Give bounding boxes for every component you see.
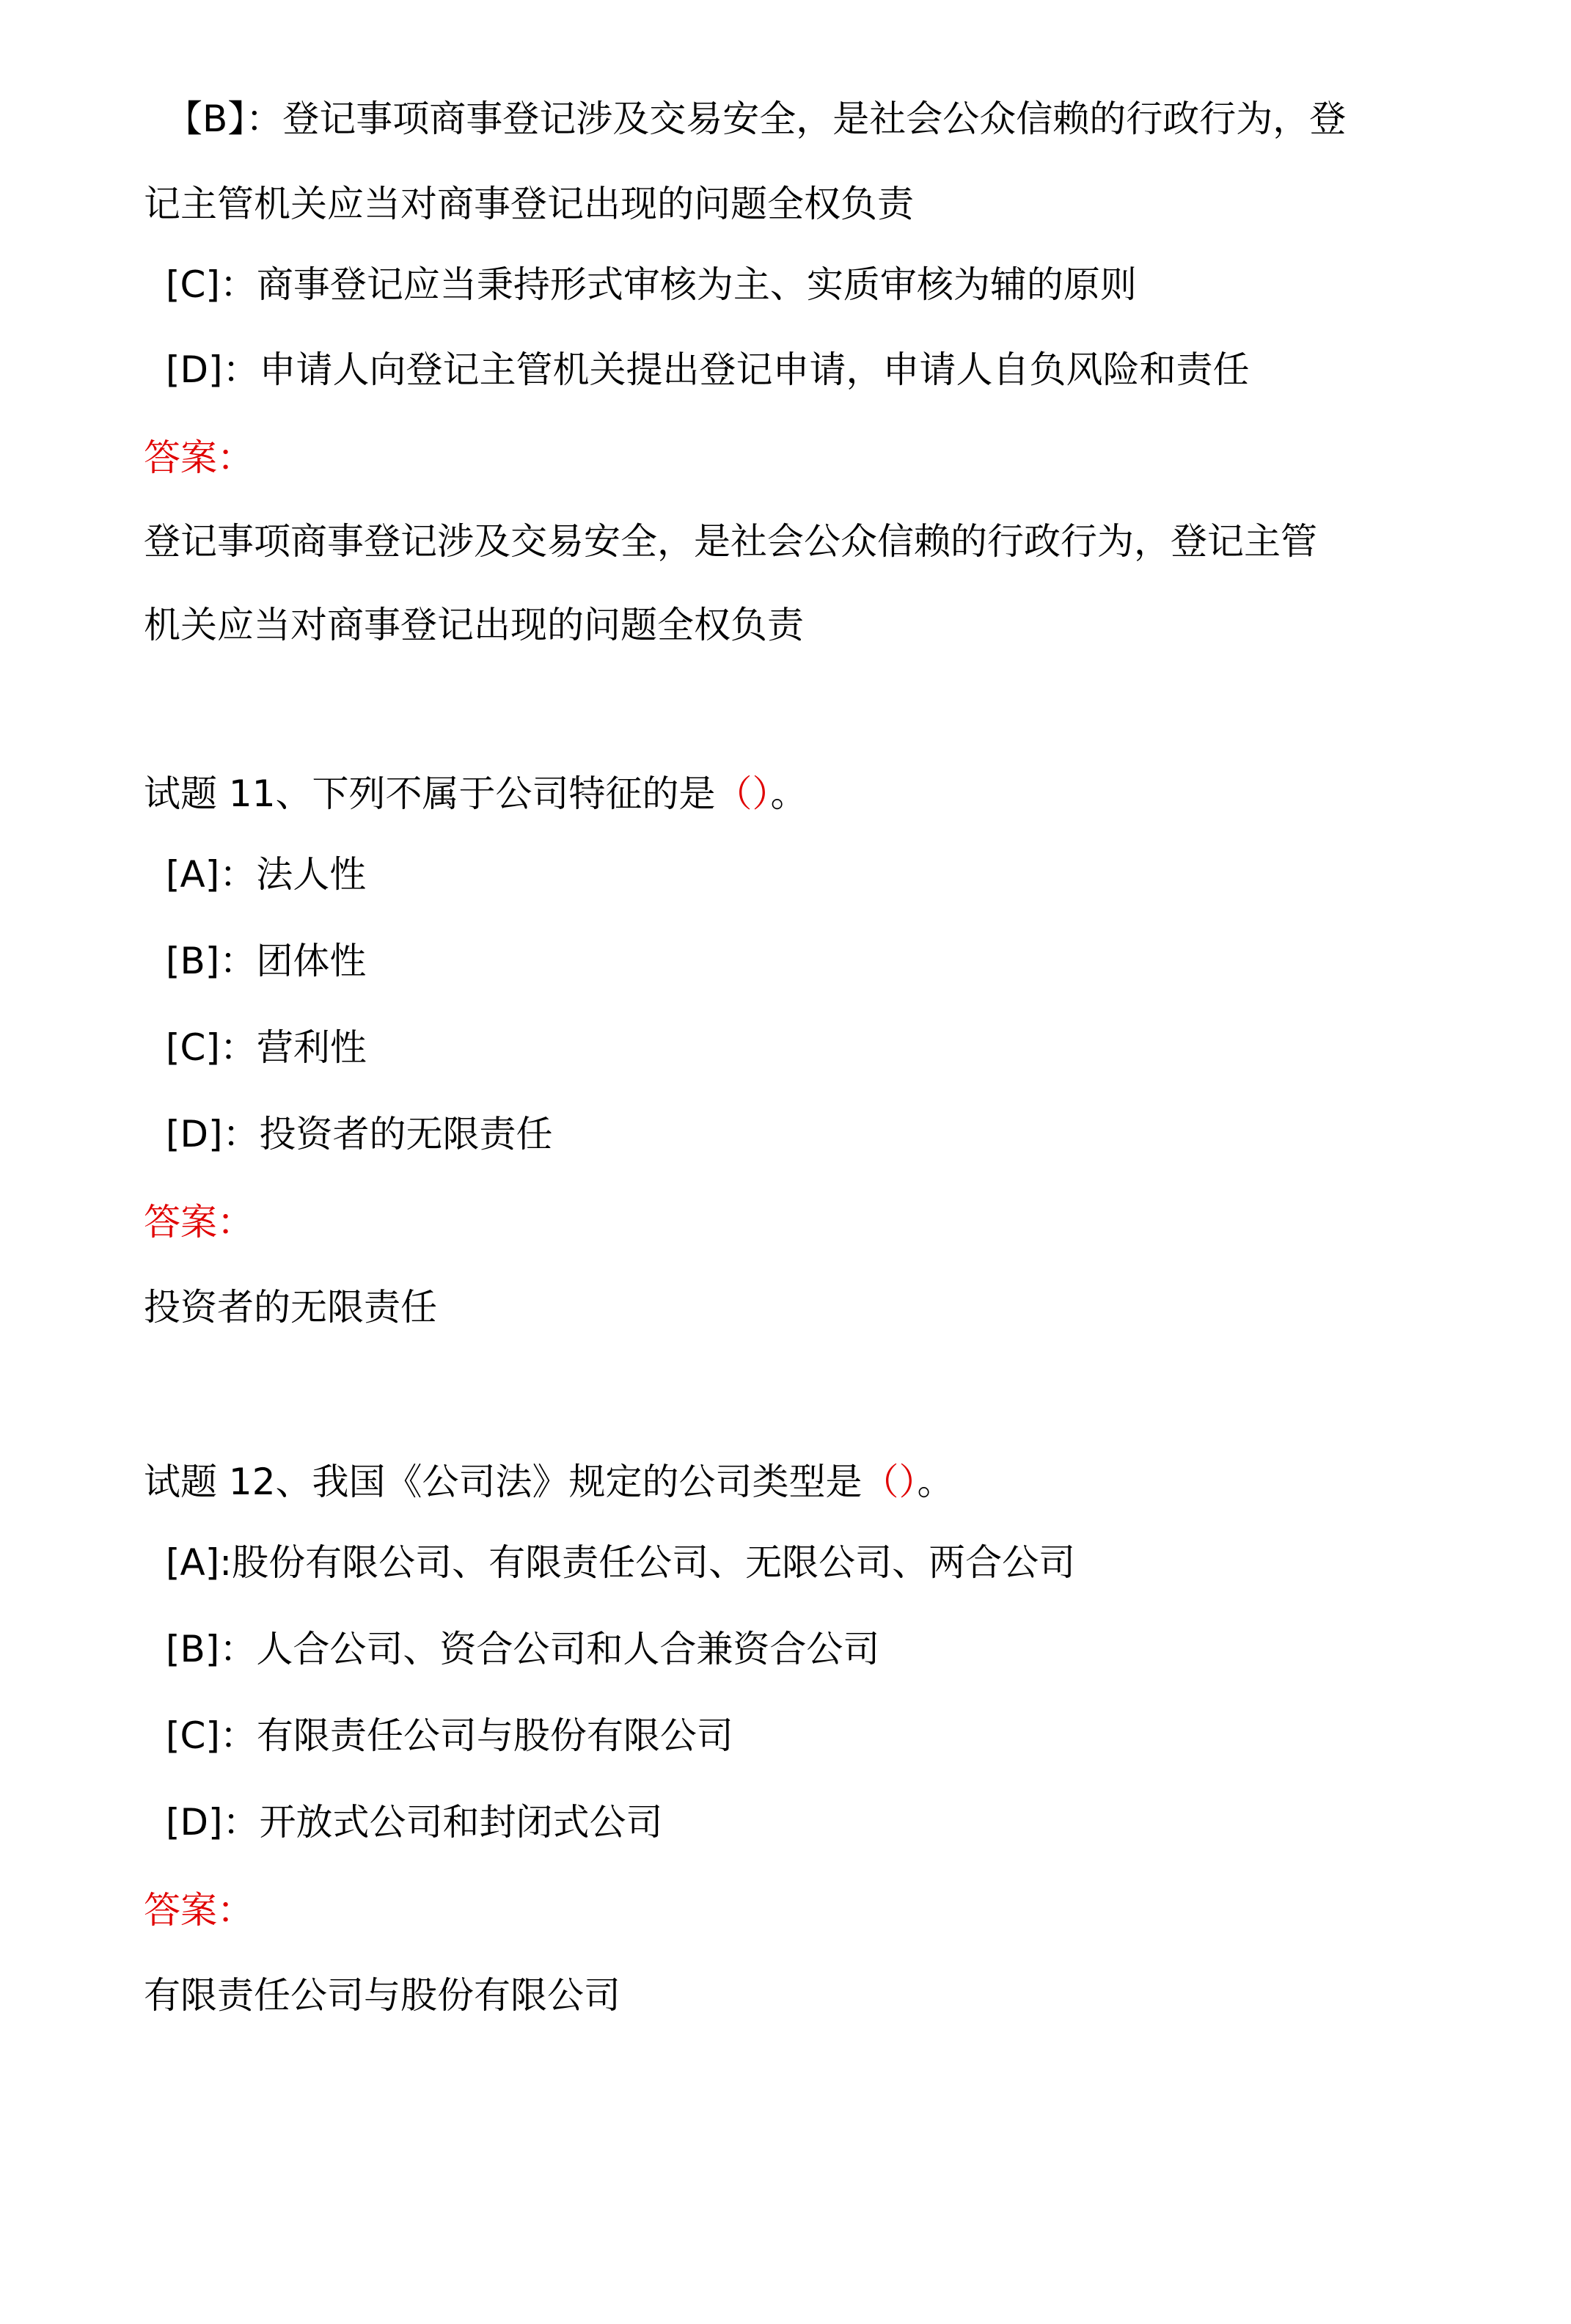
question-12-blank: （） [862, 1461, 918, 1503]
question-12-stem [144, 1460, 954, 1504]
question-11-option-c: [C]：营利性 [166, 1026, 367, 1069]
question-11-stem-text: 试题 11、下列不属于公司特征的是 [144, 772, 716, 815]
question-11-option-b: [B]：团体性 [166, 940, 367, 982]
question-11-option-d: [D]：投资者的无限责任 [166, 1113, 553, 1155]
prev-answer-line2: 机关应当对商事登记出现的问题全权负责 [144, 604, 804, 646]
question-11-end: 。 [770, 772, 808, 815]
prev-option-b-line2: 记主管机关应当对商事登记出现的问题全权负责 [144, 183, 914, 225]
prev-answer-label: 答案： [144, 436, 254, 479]
question-11-stem [144, 772, 808, 816]
question-12-option-a: [A]:股份有限公司、有限责任公司、无限公司、两合公司 [166, 1541, 1076, 1584]
prev-answer-line1: 登记事项商事登记涉及交易安全，是社会公众信赖的行政行为，登记主管 [144, 520, 1317, 563]
question-12-option-c: [C]：有限责任公司与股份有限公司 [166, 1714, 733, 1757]
question-12-option-b: [B]：人合公司、资合公司和人合兼资合公司 [166, 1628, 880, 1670]
question-12-end: 。 [917, 1461, 954, 1503]
prev-option-d: [D]：申请人向登记主管机关提出登记申请，申请人自负风险和责任 [166, 348, 1250, 391]
question-11-answer: 投资者的无限责任 [144, 1286, 437, 1329]
question-11-blank: （） [715, 772, 771, 815]
question-11-answer-label: 答案： [144, 1201, 254, 1243]
question-12-answer: 有限责任公司与股份有限公司 [144, 1974, 620, 2017]
prev-option-c: [C]：商事登记应当秉持形式审核为主、实质审核为辅的原则 [166, 263, 1137, 306]
prev-option-b-line1: 【B】：登记事项商事登记涉及交易安全，是社会公众信赖的行政行为，登 [166, 98, 1347, 140]
question-12-answer-label: 答案： [144, 1889, 254, 1932]
question-12-stem-text: 试题 12、我国《公司法》规定的公司类型是 [144, 1461, 863, 1503]
question-12-option-d: [D]：开放式公司和封闭式公司 [166, 1801, 663, 1844]
question-11-option-a: [A]：法人性 [166, 853, 367, 896]
